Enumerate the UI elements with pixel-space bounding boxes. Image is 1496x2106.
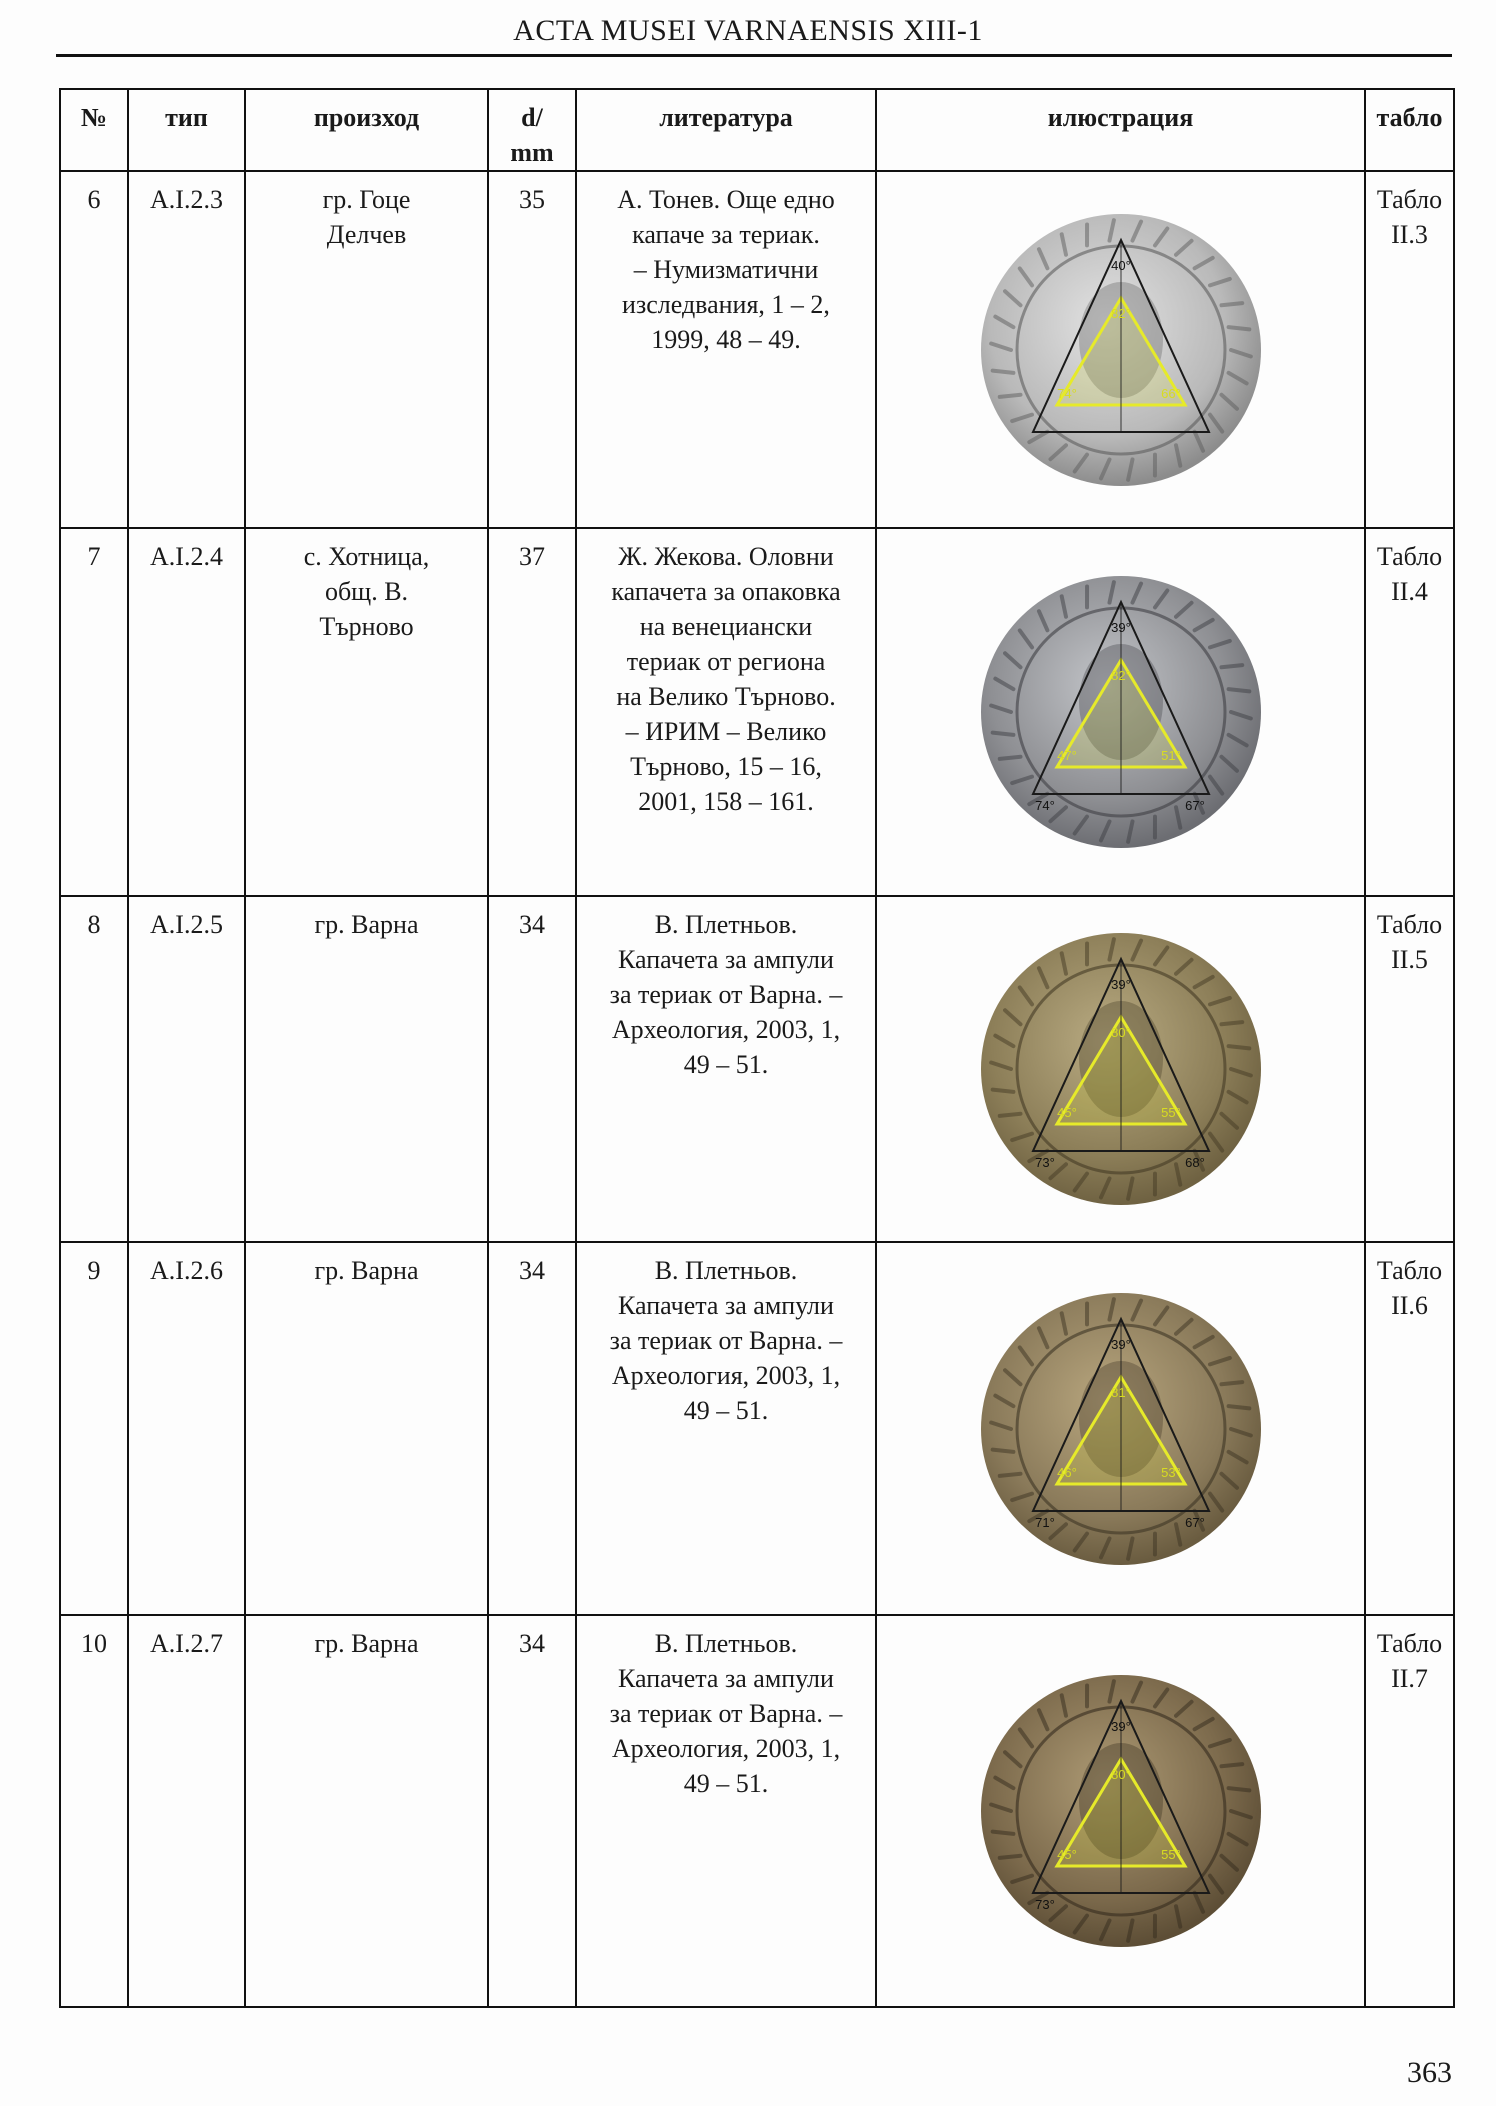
seal-image: [877, 897, 1364, 1241]
cell-literature: [576, 896, 876, 1242]
cell-origin: [245, 1615, 488, 2007]
cell-illustration: [876, 528, 1365, 896]
seal-angle-label: 74°: [1056, 385, 1077, 401]
cell-type: A.I.2.4: [128, 528, 245, 896]
cell-origin: [245, 1242, 488, 1615]
cell-literature: [576, 171, 876, 528]
cell-literature-line: В. Плетньов.: [654, 910, 798, 939]
seal-angle-label: 66°: [1160, 385, 1181, 401]
seal-angle-label: 67°: [1184, 798, 1205, 813]
cell-no: 9: [60, 1242, 128, 1615]
cell-literature-line: за териак от Варна. –: [609, 1326, 843, 1355]
cell-diameter: 34: [488, 1242, 576, 1615]
seal-angle-label: 68°: [1184, 1155, 1205, 1170]
cell-literature-line: Археология, 2003, 1,: [611, 1734, 841, 1763]
seal-legend-mark: [1228, 689, 1249, 691]
column-header-origin: произход: [245, 89, 488, 171]
cell-type: A.I.2.3: [128, 171, 245, 528]
seal-legend-mark: [1228, 1046, 1249, 1048]
seal-legend-mark: [999, 1473, 1020, 1475]
cell-diameter: 35: [488, 171, 576, 528]
cell-no: 7: [60, 528, 128, 896]
seal-angle-label: 45°: [1056, 1105, 1077, 1120]
seal-angle-label: 74°: [1034, 798, 1055, 813]
seal-angle-label: 82°: [1110, 668, 1131, 683]
cell-literature-line: за териак от Варна. –: [609, 980, 843, 1009]
table-row: [60, 896, 1454, 1242]
table-row: [60, 1242, 1454, 1615]
cell-plate-line: II.4: [1391, 577, 1428, 606]
cell-literature-line: В. Плетньов.: [654, 1256, 798, 1285]
seal-angle-label: 51°: [1160, 748, 1181, 763]
cell-literature-line: 49 – 51.: [683, 1050, 769, 1079]
cell-plate-line: II.5: [1391, 945, 1428, 974]
cell-literature-line: Капачета за ампули: [618, 1291, 834, 1320]
seal-angle-label: 39°: [1110, 1719, 1131, 1734]
table-row: [60, 528, 1454, 896]
seal-illustration: [971, 919, 1271, 1219]
cell-origin: [245, 896, 488, 1242]
cell-plate-line: Табло: [1376, 185, 1443, 214]
seal-legend-mark: [992, 370, 1013, 372]
cell-origin-line: Търново: [319, 612, 414, 641]
cell-plate-line: Табло: [1376, 910, 1443, 939]
seal-legend-mark: [1221, 1022, 1242, 1024]
header-rule: [56, 54, 1452, 57]
cell-plate: [1365, 1615, 1454, 2007]
cell-literature-line: за териак от Варна. –: [609, 1699, 843, 1728]
cell-literature: [576, 1242, 876, 1615]
seal-legend-mark: [992, 1832, 1013, 1834]
seal-angle-label: 40°: [1110, 257, 1131, 273]
seal-angle-label: 39°: [1110, 977, 1131, 992]
cell-illustration: [876, 1615, 1365, 2007]
cell-plate-line: II.7: [1391, 1664, 1428, 1693]
cell-no: 10: [60, 1615, 128, 2007]
seal-angle-label: 47°: [1056, 748, 1077, 763]
column-header-type: тип: [128, 89, 245, 171]
seal-legend-mark: [1228, 327, 1249, 329]
cell-origin-line: Делчев: [326, 220, 407, 249]
column-header-plate: табло: [1365, 89, 1454, 171]
cell-literature-line: Търново, 15 – 16,: [630, 752, 822, 781]
seal-angle-label: 71°: [1034, 1514, 1055, 1530]
seal-angle-label: 39°: [1110, 620, 1131, 635]
cell-illustration: [876, 896, 1365, 1242]
seal-illustration: [971, 562, 1271, 862]
cell-literature-line: Археология, 2003, 1,: [611, 1015, 841, 1044]
cell-literature-line: Ж. Жекова. Оловни: [618, 542, 834, 571]
cell-literature-line: – ИРИМ – Велико: [625, 717, 827, 746]
seal-image: [877, 1243, 1364, 1614]
catalog-table: [59, 88, 1455, 2008]
cell-literature-line: 2001, 158 – 161.: [638, 787, 814, 816]
cell-literature-line: – Нумизматични: [633, 255, 819, 284]
seal-angle-label: 55°: [1160, 1847, 1181, 1862]
column-header-literature: литература: [576, 89, 876, 171]
cell-illustration: [876, 1242, 1365, 1615]
cell-type: A.I.2.6: [128, 1242, 245, 1615]
running-head: ACTA MUSEI VARNAENSIS XIII-1: [513, 14, 983, 47]
seal-legend-mark: [1228, 1788, 1249, 1790]
cell-literature-line: Капачета за ампули: [618, 1664, 834, 1693]
cell-diameter: 34: [488, 1615, 576, 2007]
seal-legend-mark: [999, 1114, 1020, 1116]
seal-illustration: [971, 200, 1271, 500]
cell-origin-line: гр. Варна: [314, 910, 419, 939]
seal-angle-label: 39°: [1110, 1336, 1131, 1352]
column-header-diameter-unit: mm: [510, 138, 554, 167]
seal-angle-label: 67°: [1184, 1514, 1205, 1530]
cell-no: 8: [60, 896, 128, 1242]
cell-literature-line: Капачета за ампули: [618, 945, 834, 974]
seal-legend-mark: [992, 1449, 1013, 1451]
cell-literature-line: Археология, 2003, 1,: [611, 1361, 841, 1390]
seal-angle-label: 82°: [1110, 305, 1131, 321]
column-header-diameter-top: d/: [521, 103, 543, 132]
cell-diameter: 37: [488, 528, 576, 896]
cell-plate-line: II.6: [1391, 1291, 1428, 1320]
seal-angle-label: 80°: [1110, 1767, 1131, 1782]
cell-diameter: 34: [488, 896, 576, 1242]
seal-angle-label: 45°: [1056, 1847, 1077, 1862]
seal-angle-label: 46°: [1056, 1464, 1077, 1480]
cell-literature-line: 1999, 48 – 49.: [651, 325, 801, 354]
seal-angle-label: 73°: [1034, 1155, 1055, 1170]
cell-type: A.I.2.7: [128, 1615, 245, 2007]
cell-no: 6: [60, 171, 128, 528]
seal-angle-label: 81°: [1110, 1384, 1131, 1400]
seal-legend-mark: [999, 1856, 1020, 1858]
page-number: 363: [1407, 2056, 1452, 2089]
cell-literature-line: изследвания, 1 – 2,: [622, 290, 830, 319]
seal-legend-mark: [992, 733, 1013, 735]
cell-illustration: [876, 171, 1365, 528]
seal-angle-label: 73°: [1034, 1897, 1055, 1912]
seal-legend-mark: [992, 1090, 1013, 1092]
cell-plate-line: Табло: [1376, 1256, 1443, 1285]
cell-plate-line: II.3: [1391, 220, 1428, 249]
seal-legend-mark: [999, 757, 1020, 759]
seal-legend-mark: [999, 394, 1020, 396]
column-header-no: №: [60, 89, 128, 171]
cell-literature: [576, 1615, 876, 2007]
column-header-diameter: [488, 89, 576, 171]
cell-origin-line: общ. В.: [324, 577, 409, 606]
seal-legend-mark: [1221, 665, 1242, 667]
seal-image: [877, 172, 1364, 527]
cell-literature-line: на Велико Търново.: [616, 682, 836, 711]
seal-angle-label: 55°: [1160, 1105, 1181, 1120]
cell-origin: [245, 171, 488, 528]
seal-image: [877, 529, 1364, 895]
cell-literature-line: А. Тонев. Още едно: [617, 185, 835, 214]
seal-illustration: [971, 1661, 1271, 1961]
cell-plate: [1365, 896, 1454, 1242]
cell-plate: [1365, 528, 1454, 896]
seal-legend-mark: [1221, 303, 1242, 305]
seal-angle-label: 53°: [1160, 1464, 1181, 1480]
cell-literature-line: капаче за териак.: [632, 220, 820, 249]
cell-literature-line: капачета за опаковка: [611, 577, 841, 606]
table-header-row: [60, 89, 1454, 171]
cell-plate: [1365, 171, 1454, 528]
seal-angle-label: 80°: [1110, 1025, 1131, 1040]
cell-origin: [245, 528, 488, 896]
seal-image: [877, 1616, 1364, 2006]
cell-literature-line: 49 – 51.: [683, 1396, 769, 1425]
seal-legend-mark: [1221, 1382, 1242, 1384]
cell-type: A.I.2.5: [128, 896, 245, 1242]
table-row: [60, 171, 1454, 528]
cell-plate: [1365, 1242, 1454, 1615]
seal-legend-mark: [1228, 1406, 1249, 1408]
seal-legend-mark: [1221, 1764, 1242, 1766]
cell-plate-line: Табло: [1376, 1629, 1443, 1658]
cell-literature: [576, 528, 876, 896]
cell-literature-line: териак от региона: [626, 647, 826, 676]
cell-plate-line: Табло: [1376, 542, 1443, 571]
cell-origin-line: гр. Гоце: [322, 185, 411, 214]
cell-literature-line: В. Плетньов.: [654, 1629, 798, 1658]
cell-origin-line: с. Хотница,: [303, 542, 430, 571]
table-row: [60, 1615, 1454, 2007]
column-header-illustration: илюстрация: [876, 89, 1365, 171]
cell-literature-line: 49 – 51.: [683, 1769, 769, 1798]
seal-illustration: [971, 1279, 1271, 1579]
cell-literature-line: на венециански: [639, 612, 813, 641]
cell-origin-line: гр. Варна: [314, 1256, 419, 1285]
cell-origin-line: гр. Варна: [314, 1629, 419, 1658]
